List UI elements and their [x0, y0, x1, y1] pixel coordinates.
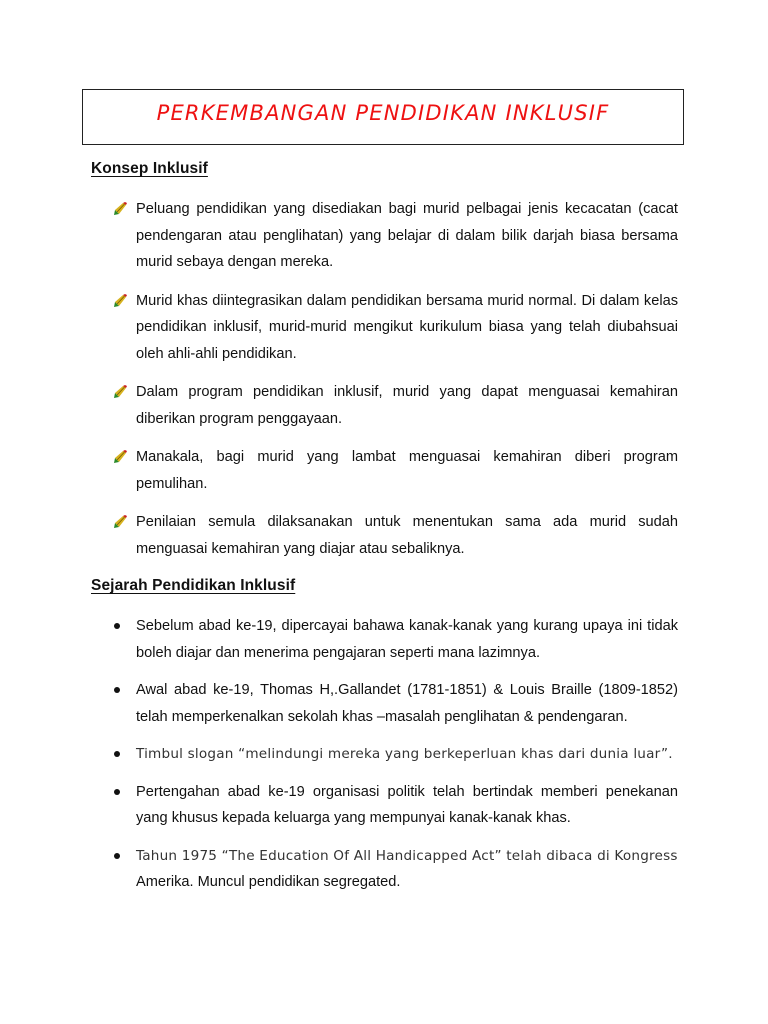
item-text: Timbul slogan “melindungi mereka yang berkeperluan khas dari dunia luar”. [136, 746, 673, 762]
list-item [110, 677, 678, 730]
bullet-dot [114, 853, 120, 859]
item-text: Sebelum abad ke-19, dipercayai bahawa kanak-kanak yang kurang upaya ini tidak boleh diajar dan menerima pengajaran seperti mana lazimnya. [136, 618, 678, 661]
list-item [110, 843, 678, 896]
pencil-bullet-icon [113, 450, 127, 464]
item-text: Dalam program pendidikan inklusif, murid yang dapat menguasai kemahiran diberikan program penggayaan. [136, 384, 678, 427]
item-text: Pertengahan abad ke-19 organisasi politik telah bertindak memberi penekanan yang khusus kepada keluarga yang mempunyai kanak-kanak khas. [136, 783, 678, 826]
pencil-bullet-icon [113, 294, 127, 308]
section-heading-konsep: Konsep Inklusif [91, 160, 208, 177]
list-item [110, 509, 678, 562]
item-text: Peluang pendidikan yang disediakan bagi murid pelbagai jenis kecacatan (cacat pendengaran atau penglihatan) yang belajar di dalam bilik darjah biasa bersama murid sebaya dengan mereka. [136, 201, 678, 270]
list-item [110, 196, 678, 276]
item-text: Manakala, bagi murid yang lambat menguasai kemahiran diberi program pemulihan. [136, 449, 678, 492]
list-item [110, 613, 678, 666]
list-item [110, 444, 678, 497]
section-heading-sejarah: Sejarah Pendidikan Inklusif [91, 577, 296, 594]
page-title: PERKEMBANGAN PENDIDIKAN INKLUSIF [156, 101, 610, 125]
sejarah-list [110, 613, 678, 907]
bullet-dot [114, 751, 120, 757]
item-text-continued: Amerika. Muncul pendidikan segregated. [136, 874, 401, 890]
item-text: Tahun 1975 “The Education Of All Handicapped Act” telah dibaca di Kongress [136, 847, 678, 864]
list-item [110, 379, 678, 432]
bullet-dot [114, 623, 120, 629]
konsep-list [110, 196, 678, 574]
list-item [110, 288, 678, 368]
item-text: Murid khas diintegrasikan dalam pendidikan bersama murid normal. Di dalam kelas pendidikan inklusif, murid-murid mengikut kurikulum biasa yang telah diubahsuai oleh ahli-ahli pendidikan. [136, 292, 678, 362]
list-item [110, 741, 678, 768]
bullet-dot [114, 789, 120, 795]
pencil-bullet-icon [113, 385, 127, 399]
list-item [110, 779, 678, 832]
bullet-dot [114, 687, 120, 693]
item-text: Awal abad ke-19, Thomas H,.Gallandet (1781-1851) & Louis Braille (1809-1852) telah memperkenalkan sekolah khas –masalah penglihatan & pendengaran. [136, 682, 678, 725]
item-text: Penilaian semula dilaksanakan untuk menentukan sama ada murid sudah menguasai kemahiran yang diajar atau sebaliknya. [136, 514, 678, 557]
pencil-bullet-icon [113, 202, 127, 216]
pencil-bullet-icon [113, 515, 127, 529]
title-box [82, 89, 684, 145]
